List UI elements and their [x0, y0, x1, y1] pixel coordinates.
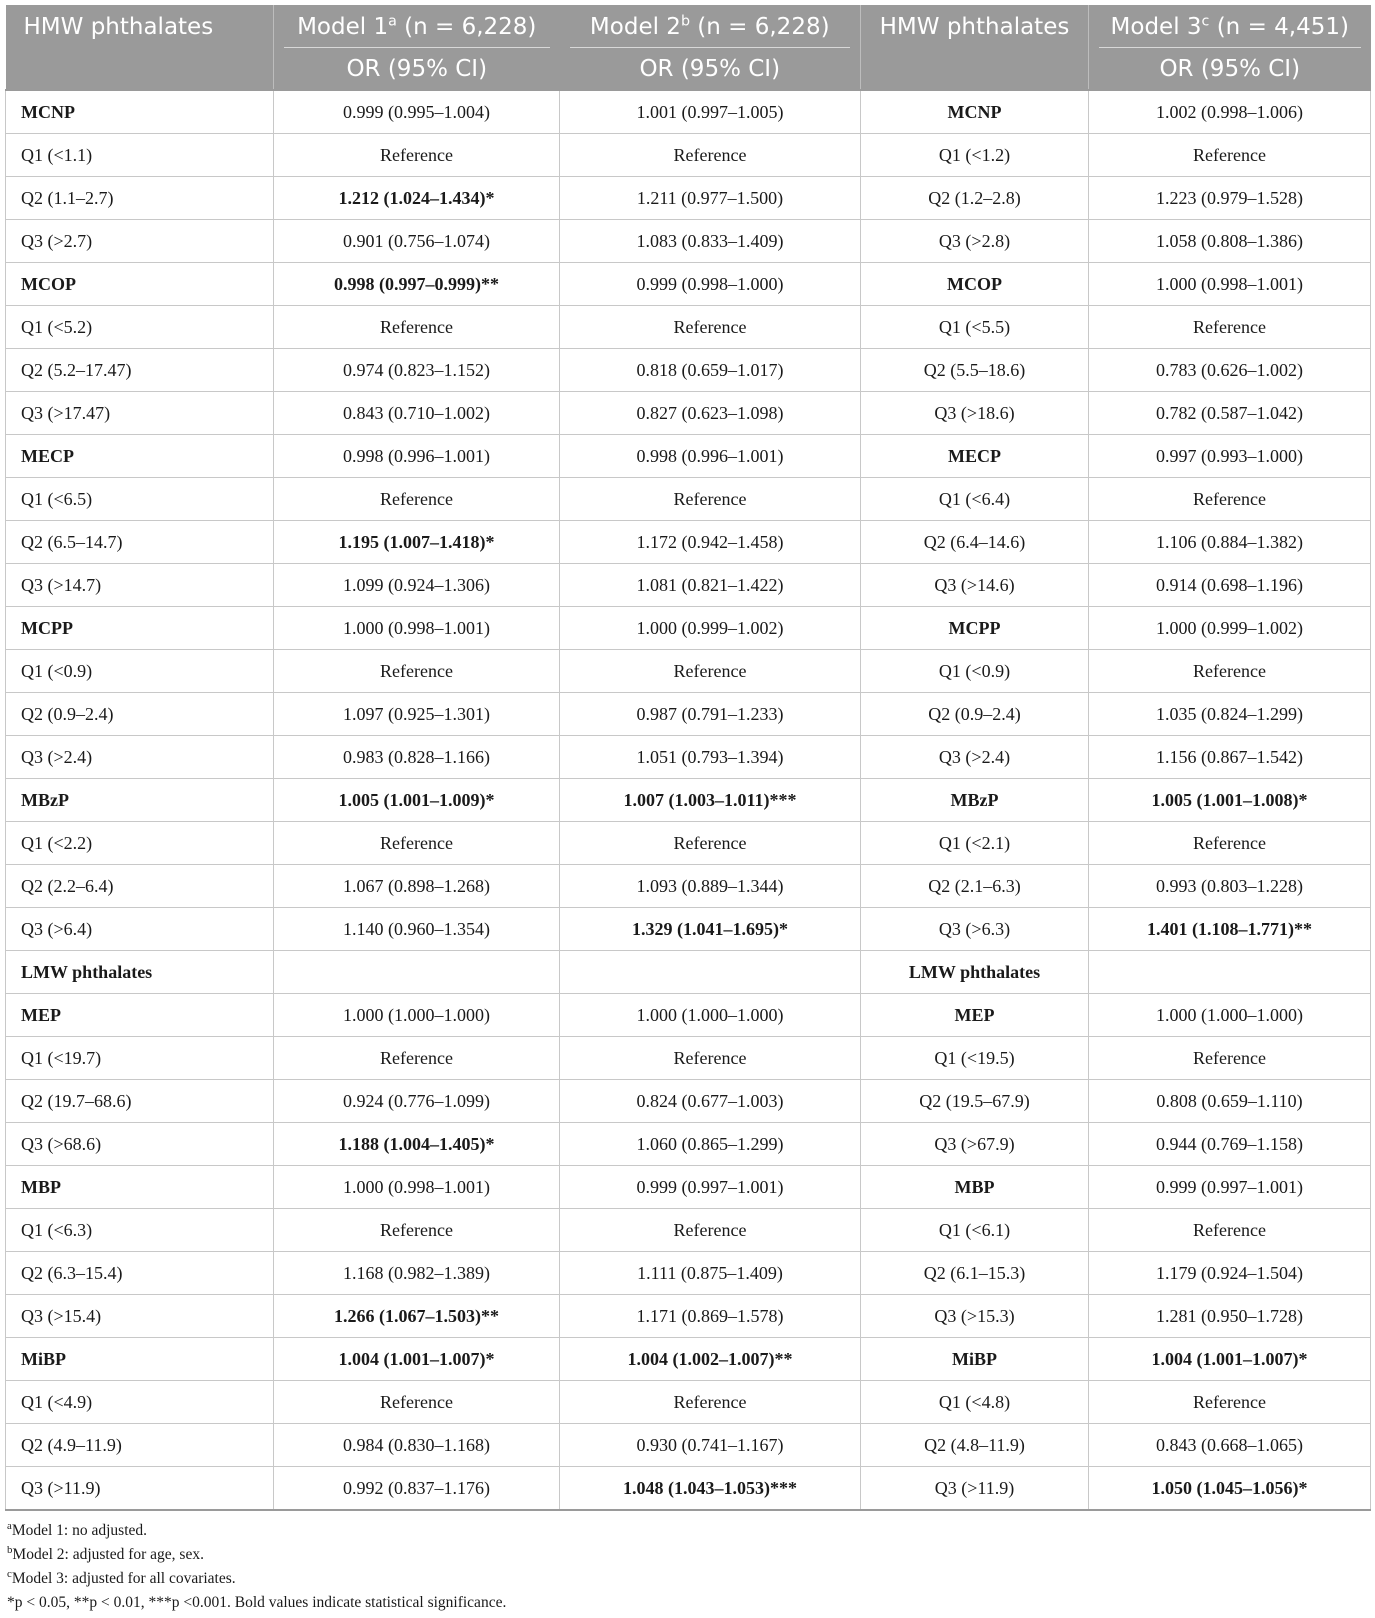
row-label-left: Q3 (>15.4) [6, 1295, 274, 1338]
model-3-or-cell: 0.944 (0.769–1.158) [1089, 1123, 1371, 1166]
model-1-or-cell: Reference [274, 650, 560, 693]
model-3-or-cell: 1.035 (0.824–1.299) [1089, 693, 1371, 736]
model-2-or-cell: Reference [560, 822, 861, 865]
row-label-left: Q1 (<19.7) [6, 1037, 274, 1080]
row-label-right: Q3 (>67.9) [861, 1123, 1089, 1166]
row-label-left: MBP [6, 1166, 274, 1209]
row-label-left: MCOP [6, 263, 274, 306]
table-row [6, 650, 1371, 693]
model-3-or-cell: 0.783 (0.626–1.002) [1089, 349, 1371, 392]
model-1-or-cell: 0.998 (0.996–1.001) [274, 435, 560, 478]
row-label-right: LMW phthalates [861, 951, 1089, 994]
row-label-right: MCPP [861, 607, 1089, 650]
table-row [6, 521, 1371, 564]
model-2-or-cell: Reference [560, 1209, 861, 1252]
model-1-or-cell: 0.974 (0.823–1.152) [274, 349, 560, 392]
table-row [6, 306, 1371, 349]
model-3-or-cell [1089, 951, 1371, 994]
row-label-right: Q1 (<1.2) [861, 134, 1089, 177]
row-label-left: Q1 (<5.2) [6, 306, 274, 349]
table-row [6, 478, 1371, 521]
model-2-or-cell: 1.172 (0.942–1.458) [560, 521, 861, 564]
model-2-or-cell: 0.999 (0.998–1.000) [560, 263, 861, 306]
model-1-or-cell: Reference [274, 1209, 560, 1252]
row-label-right: Q3 (>2.8) [861, 220, 1089, 263]
model-2-or-cell: 1.051 (0.793–1.394) [560, 736, 861, 779]
model-1-or-cell: 0.901 (0.756–1.074) [274, 220, 560, 263]
model-1-or-cell: 1.067 (0.898–1.268) [274, 865, 560, 908]
model-2-or-cell: 0.987 (0.791–1.233) [560, 693, 861, 736]
row-label-left: Q1 (<6.3) [6, 1209, 274, 1252]
row-label-right: Q1 (<6.1) [861, 1209, 1089, 1252]
model-2-or-cell: Reference [560, 306, 861, 349]
model-1-or-cell: 1.004 (1.001–1.007)* [274, 1338, 560, 1381]
row-label-right: MECP [861, 435, 1089, 478]
model-2-or-cell: Reference [560, 650, 861, 693]
model-2-or-cell: 1.111 (0.875–1.409) [560, 1252, 861, 1295]
table-row [6, 1209, 1371, 1252]
model-2-or-cell: Reference [560, 1037, 861, 1080]
model-2-or-cell: 0.824 (0.677–1.003) [560, 1080, 861, 1123]
model-1-or-cell: Reference [274, 1037, 560, 1080]
table-row [6, 1424, 1371, 1467]
table-footnotes [5, 1519, 1370, 1615]
header-empty-left [6, 48, 274, 90]
row-label-right: MBzP [861, 779, 1089, 822]
table-row [6, 1295, 1371, 1338]
model-2-or-cell: 1.093 (0.889–1.344) [560, 865, 861, 908]
model-2-or-cell: 1.171 (0.869–1.578) [560, 1295, 861, 1338]
table-row [6, 349, 1371, 392]
header-hmw-phthalates-right: HMW phthalates [861, 5, 1089, 48]
header-or-ci-model-1: OR (95% CI) [274, 48, 560, 90]
row-label-left: Q3 (>68.6) [6, 1123, 274, 1166]
row-label-left: Q1 (<2.2) [6, 822, 274, 865]
row-label-right: Q1 (<5.5) [861, 306, 1089, 349]
row-label-left: Q2 (1.1–2.7) [6, 177, 274, 220]
table-row [6, 263, 1371, 306]
model-3-or-cell: Reference [1089, 306, 1371, 349]
row-label-left: Q3 (>2.4) [6, 736, 274, 779]
header-or-ci-model-3: OR (95% CI) [1089, 48, 1371, 90]
model-1-or-cell: 1.195 (1.007–1.418)* [274, 521, 560, 564]
model-2-or-cell: 0.930 (0.741–1.167) [560, 1424, 861, 1467]
row-label-right: Q3 (>6.3) [861, 908, 1089, 951]
header-empty-right [861, 48, 1089, 90]
row-label-right: Q2 (4.8–11.9) [861, 1424, 1089, 1467]
table-row [6, 1123, 1371, 1166]
model-3-or-cell: 1.156 (0.867–1.542) [1089, 736, 1371, 779]
row-label-right: Q2 (2.1–6.3) [861, 865, 1089, 908]
model-1-or-cell: 1.099 (0.924–1.306) [274, 564, 560, 607]
row-label-right: Q1 (<4.8) [861, 1381, 1089, 1424]
model-1-or-cell: 1.212 (1.024–1.434)* [274, 177, 560, 220]
model-1-or-cell: 1.000 (0.998–1.001) [274, 1166, 560, 1209]
model-1-or-cell: 0.999 (0.995–1.004) [274, 90, 560, 134]
header-hmw-phthalates-left: HMW phthalates [6, 5, 274, 48]
table-row [6, 435, 1371, 478]
table-row [6, 1166, 1371, 1209]
table-row [6, 564, 1371, 607]
table-row [6, 1467, 1371, 1511]
model-2-or-cell: 1.007 (1.003–1.011)*** [560, 779, 861, 822]
row-label-right: Q2 (6.4–14.6) [861, 521, 1089, 564]
footnote-a: $^a$Model 1: no adjusted. [7, 1519, 148, 1539]
header-or-ci-model-2: OR (95% CI) [560, 48, 861, 90]
row-label-left: MCNP [6, 90, 274, 134]
model-2-or-cell: 0.827 (0.623–1.098) [560, 392, 861, 435]
model-1-or-cell: Reference [274, 306, 560, 349]
table-row [6, 1080, 1371, 1123]
model-2-or-cell: Reference [560, 478, 861, 521]
row-label-left: Q2 (4.9–11.9) [6, 1424, 274, 1467]
model-3-or-cell: 1.179 (0.924–1.504) [1089, 1252, 1371, 1295]
table-row [6, 607, 1371, 650]
model-2-or-cell: 1.004 (1.002–1.007)** [560, 1338, 861, 1381]
model-3-or-cell: 1.058 (0.808–1.386) [1089, 220, 1371, 263]
model-2-or-cell: 1.329 (1.041–1.695)* [560, 908, 861, 951]
model-3-or-cell: 1.000 (0.998–1.001) [1089, 263, 1371, 306]
table-row [6, 90, 1371, 134]
model-1-or-cell: 0.843 (0.710–1.002) [274, 392, 560, 435]
row-label-right: Q2 (6.1–15.3) [861, 1252, 1089, 1295]
model-2-or-cell [560, 951, 861, 994]
model-3-or-cell: 1.005 (1.001–1.008)* [1089, 779, 1371, 822]
model-1-or-cell: Reference [274, 478, 560, 521]
model-3-or-cell: Reference [1089, 1037, 1371, 1080]
model-1-or-cell: 1.000 (0.998–1.001) [274, 607, 560, 650]
table-row [6, 822, 1371, 865]
model-1-or-cell: 1.168 (0.982–1.389) [274, 1252, 560, 1295]
table-row [6, 908, 1371, 951]
table-row [6, 134, 1371, 177]
table-row [6, 951, 1371, 994]
model-1-or-cell: Reference [274, 822, 560, 865]
model-3-or-cell: 1.223 (0.979–1.528) [1089, 177, 1371, 220]
header-model-3: Model 3$^c$ (n = 4,451) [1089, 5, 1371, 48]
row-label-right: MCOP [861, 263, 1089, 306]
row-label-left: Q3 (>14.7) [6, 564, 274, 607]
header-model-1: Model 1$^a$ (n = 6,228) [274, 5, 560, 48]
model-3-or-cell: 1.002 (0.998–1.006) [1089, 90, 1371, 134]
model-3-or-cell: Reference [1089, 1381, 1371, 1424]
row-label-left: Q3 (>2.7) [6, 220, 274, 263]
row-label-right: Q3 (>18.6) [861, 392, 1089, 435]
row-label-right: MEP [861, 994, 1089, 1037]
table-row [6, 1381, 1371, 1424]
model-3-or-cell: Reference [1089, 134, 1371, 177]
row-label-right: Q1 (<6.4) [861, 478, 1089, 521]
model-2-or-cell: Reference [560, 1381, 861, 1424]
model-3-or-cell: 1.050 (1.045–1.056)* [1089, 1467, 1371, 1511]
model-2-or-cell: 1.000 (0.999–1.002) [560, 607, 861, 650]
row-label-left: Q2 (6.3–15.4) [6, 1252, 274, 1295]
model-2-or-cell: 0.999 (0.997–1.001) [560, 1166, 861, 1209]
row-label-left: Q3 (>17.47) [6, 392, 274, 435]
row-label-left: Q2 (2.2–6.4) [6, 865, 274, 908]
row-label-left: Q2 (5.2–17.47) [6, 349, 274, 392]
model-2-or-cell: 1.048 (1.043–1.053)*** [560, 1467, 861, 1511]
footnote-b: $^b$Model 2: adjusted for age, sex. [7, 1543, 204, 1563]
row-label-right: MBP [861, 1166, 1089, 1209]
table-row [6, 1037, 1371, 1080]
results-table-container [5, 5, 1370, 1615]
row-label-left: Q1 (<6.5) [6, 478, 274, 521]
model-1-or-cell: 1.005 (1.001–1.009)* [274, 779, 560, 822]
row-label-right: Q3 (>15.3) [861, 1295, 1089, 1338]
model-2-or-cell: 1.083 (0.833–1.409) [560, 220, 861, 263]
model-3-or-cell: 0.997 (0.993–1.000) [1089, 435, 1371, 478]
table-row [6, 220, 1371, 263]
model-3-or-cell: 1.000 (0.999–1.002) [1089, 607, 1371, 650]
table-row [6, 736, 1371, 779]
table-row [6, 693, 1371, 736]
model-2-or-cell: 1.060 (0.865–1.299) [560, 1123, 861, 1166]
model-3-or-cell: 0.808 (0.659–1.110) [1089, 1080, 1371, 1123]
row-label-right: Q3 (>14.6) [861, 564, 1089, 607]
row-label-right: Q1 (<0.9) [861, 650, 1089, 693]
model-2-or-cell: Reference [560, 134, 861, 177]
model-1-or-cell [274, 951, 560, 994]
model-1-or-cell: 1.000 (1.000–1.000) [274, 994, 560, 1037]
row-label-right: Q2 (0.9–2.4) [861, 693, 1089, 736]
model-2-or-cell: 1.081 (0.821–1.422) [560, 564, 861, 607]
row-label-left: Q2 (19.7–68.6) [6, 1080, 274, 1123]
table-row [6, 1252, 1371, 1295]
model-3-or-cell: 1.106 (0.884–1.382) [1089, 521, 1371, 564]
row-label-right: Q1 (<19.5) [861, 1037, 1089, 1080]
row-label-left: Q1 (<4.9) [6, 1381, 274, 1424]
model-3-or-cell: 0.999 (0.997–1.001) [1089, 1166, 1371, 1209]
model-1-or-cell: 1.188 (1.004–1.405)* [274, 1123, 560, 1166]
row-label-left: MiBP [6, 1338, 274, 1381]
row-label-left: Q3 (>6.4) [6, 908, 274, 951]
model-2-or-cell: 1.000 (1.000–1.000) [560, 994, 861, 1037]
row-label-left: Q1 (<0.9) [6, 650, 274, 693]
table-row [6, 779, 1371, 822]
model-3-or-cell: 0.843 (0.668–1.065) [1089, 1424, 1371, 1467]
odds-ratio-table [5, 5, 1371, 1511]
footnote-c: $^c$Model 3: adjusted for all covariates. [7, 1567, 236, 1587]
model-1-or-cell: Reference [274, 1381, 560, 1424]
model-3-or-cell: 1.401 (1.108–1.771)** [1089, 908, 1371, 951]
footnote-significance: *p < 0.05, **p < 0.01, ***p <0.001. Bold values indicate statistical significance. [7, 1594, 507, 1611]
row-label-right: MiBP [861, 1338, 1089, 1381]
row-label-left: MECP [6, 435, 274, 478]
row-label-left: MCPP [6, 607, 274, 650]
model-1-or-cell: 1.266 (1.067–1.503)** [274, 1295, 560, 1338]
model-1-or-cell: 0.983 (0.828–1.166) [274, 736, 560, 779]
row-label-left: LMW phthalates [6, 951, 274, 994]
row-label-right: Q3 (>11.9) [861, 1467, 1089, 1511]
row-label-right: Q2 (1.2–2.8) [861, 177, 1089, 220]
model-1-or-cell: 0.924 (0.776–1.099) [274, 1080, 560, 1123]
row-label-left: MEP [6, 994, 274, 1037]
table-row [6, 994, 1371, 1037]
model-3-or-cell: 0.782 (0.587–1.042) [1089, 392, 1371, 435]
row-label-right: Q2 (5.5–18.6) [861, 349, 1089, 392]
row-label-left: Q3 (>11.9) [6, 1467, 274, 1511]
table-row [6, 865, 1371, 908]
table-row [6, 392, 1371, 435]
model-3-or-cell: Reference [1089, 478, 1371, 521]
table-row [6, 177, 1371, 220]
model-2-or-cell: 1.001 (0.997–1.005) [560, 90, 861, 134]
table-body [6, 90, 1371, 1510]
model-3-or-cell: 1.004 (1.001–1.007)* [1089, 1338, 1371, 1381]
row-label-right: Q3 (>2.4) [861, 736, 1089, 779]
model-3-or-cell: 0.914 (0.698–1.196) [1089, 564, 1371, 607]
table-row [6, 1338, 1371, 1381]
model-2-or-cell: 0.998 (0.996–1.001) [560, 435, 861, 478]
model-1-or-cell: 0.998 (0.997–0.999)** [274, 263, 560, 306]
table-header [6, 5, 1371, 90]
model-1-or-cell: Reference [274, 134, 560, 177]
row-label-right: Q1 (<2.1) [861, 822, 1089, 865]
model-1-or-cell: 0.984 (0.830–1.168) [274, 1424, 560, 1467]
header-model-2: Model 2$^b$ (n = 6,228) [560, 5, 861, 48]
row-label-right: MCNP [861, 90, 1089, 134]
model-1-or-cell: 1.140 (0.960–1.354) [274, 908, 560, 951]
model-2-or-cell: 1.211 (0.977–1.500) [560, 177, 861, 220]
model-3-or-cell: 0.993 (0.803–1.228) [1089, 865, 1371, 908]
model-1-or-cell: 0.992 (0.837–1.176) [274, 1467, 560, 1511]
row-label-right: Q2 (19.5–67.9) [861, 1080, 1089, 1123]
row-label-left: Q1 (<1.1) [6, 134, 274, 177]
row-label-left: Q2 (0.9–2.4) [6, 693, 274, 736]
row-label-left: Q2 (6.5–14.7) [6, 521, 274, 564]
model-1-or-cell: 1.097 (0.925–1.301) [274, 693, 560, 736]
model-3-or-cell: Reference [1089, 1209, 1371, 1252]
model-3-or-cell: Reference [1089, 650, 1371, 693]
model-3-or-cell: 1.281 (0.950–1.728) [1089, 1295, 1371, 1338]
row-label-left: MBzP [6, 779, 274, 822]
model-3-or-cell: 1.000 (1.000–1.000) [1089, 994, 1371, 1037]
model-2-or-cell: 0.818 (0.659–1.017) [560, 349, 861, 392]
model-3-or-cell: Reference [1089, 822, 1371, 865]
